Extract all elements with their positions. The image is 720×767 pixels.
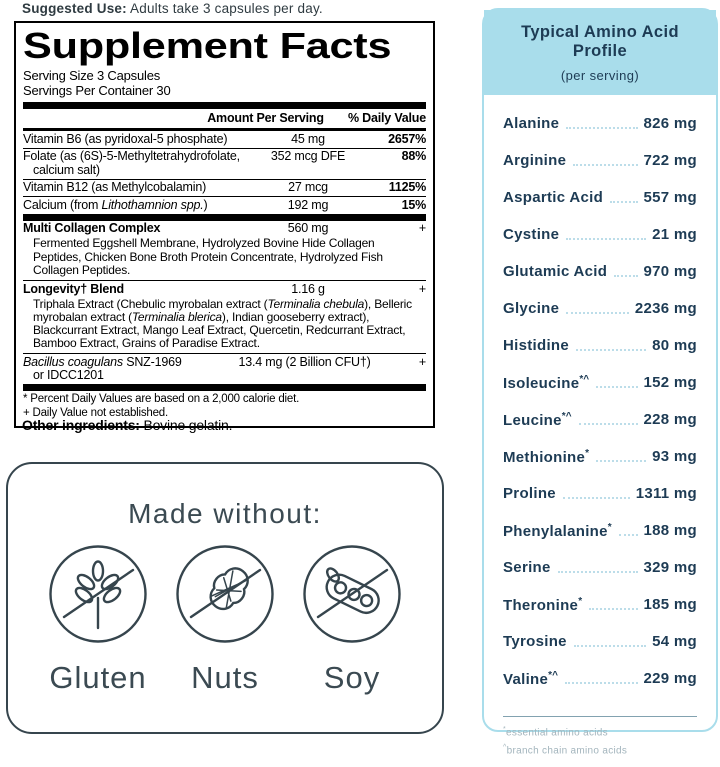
amino-acid-name: Proline [503,485,556,502]
amino-acid-name: Phenylalanine* [503,521,612,540]
dotted-leader [563,497,630,499]
amino-acid-name: Arginine [503,152,567,169]
amino-acid-row [503,364,697,401]
amino-acid-value: 329 mg [643,559,697,576]
dotted-leader [610,201,637,203]
dotted-leader [574,645,646,647]
suggested-use-text: Adults take 3 capsules per day. [130,1,323,16]
dotted-leader [614,275,637,277]
amino-acid-row [503,253,697,290]
amino-acid-value: 722 mg [643,152,697,169]
amino-acid-row [503,438,697,475]
amino-acid-row [503,549,697,586]
amino-panel-header [484,10,716,95]
amino-acid-name: Serine [503,559,551,576]
amino-acid-value: 188 mg [643,522,697,539]
amino-acid-value: 228 mg [643,411,697,428]
amino-panel-subtitle: (per serving) [560,68,640,83]
amino-acid-name: Glycine [503,300,560,317]
amino-acid-value: 185 mg [643,596,697,613]
supplement-row [23,221,426,280]
footnote-dv-not-established: + Daily Value not established. [23,407,168,420]
amino-acid-row [503,179,697,216]
amino-acid-row [503,660,697,697]
amino-footnotes [484,717,716,767]
nutrient-amount: 560 mg [287,221,329,236]
section-divider-bar [23,102,426,109]
made-without-panel [6,462,444,734]
dotted-leader [589,608,637,610]
amino-acid-row [503,401,697,438]
made-without-title: Made without: [128,498,322,529]
supplement-facts-title: Supplement Facts [23,25,392,66]
amino-acid-value: 80 mg [652,337,697,354]
serving-size: Serving Size 3 Capsules [23,67,161,83]
amino-acid-name: Glutamic Acid [503,263,608,280]
section-divider-bar [23,384,426,391]
made-without-label-gluten: Gluten [49,660,147,695]
other-ingredients-text: Bovine gelatin. [143,417,233,433]
table-header-row [23,109,426,128]
dotted-leader [579,423,638,425]
amino-acid-name: Theronine* [503,595,583,614]
amino-acid-row [503,327,697,364]
other-ingredients-label: Other ingredients: [22,417,140,433]
amino-acid-value: 2236 mg [634,300,697,317]
amino-acid-row [503,142,697,179]
other-ingredients [22,417,232,433]
nutrient-amount: 1.16 g [291,281,325,296]
amino-acid-row [503,290,697,327]
amino-acid-value: 21 mg [652,226,697,243]
amino-acid-name: Valine*^ [503,669,558,688]
made-without-nuts [167,544,283,696]
amino-acid-name: Tyrosine [503,633,567,650]
amino-acid-panel [482,8,718,757]
nutrient-description: Triphala Extract (Chebulic myrobalan extract (Terminalia chebula), Belleric myrobalan extract (Terminalia blerica), Indian gooseberry extract), Blackcurrant Extract, Mango Leaf Extract, Quercetin, Redcurrant Extract, Bamboo Extract, Grains of Paradise Extract. [33,296,412,351]
nutrient-amount: 27 mcg [288,180,328,195]
supplement-row [23,280,426,353]
nutrient-name: Folate (as (6S)-5-Methyltetrahydrofolate, calcium salt) [23,149,240,177]
section-divider-bar [23,214,426,221]
nutrient-daily-value: 2657% [388,131,426,146]
dotted-leader [619,534,638,536]
nutrient-amount: 192 mg [287,197,329,212]
amino-acid-name: Isoleucine*^ [503,373,590,392]
amino-acid-value: 152 mg [643,374,697,391]
nutrient-daily-value: 1125% [388,180,426,195]
supplement-row [23,179,426,197]
amino-acid-value: 826 mg [643,115,697,132]
nutrient-name: Bacillus coagulans SNZ-1969 or IDCC1201 [23,354,182,383]
amino-acid-name: Cystine [503,226,560,243]
supplement-facts-panel [14,21,435,428]
made-without-label-soy: Soy [323,660,381,695]
amino-acid-row [503,623,697,660]
nutrient-daily-value: + [418,221,426,236]
supplement-row [23,196,426,214]
nutrient-daily-value: 15% [401,197,426,212]
dotted-leader [565,682,638,684]
supplement-row [23,353,426,384]
supplement-row [23,148,426,179]
servings-per-container: Servings Per Container 30 [23,82,171,98]
dotted-leader [576,349,646,351]
amino-acid-row [503,216,697,253]
nutrient-description: Fermented Eggshell Membrane, Hydrolyzed Bovine Hide Collagen Peptides, Chicken Bone Broth Protein Concentrate, Hydrolyzed Fish Collagen Peptides. [33,236,383,277]
column-amount-per-serving: Amount Per Serving [207,111,324,126]
amino-acid-name: Leucine*^ [503,410,572,429]
amino-acid-list [484,95,716,697]
made-without-gluten [40,544,156,696]
suggested-use [22,1,323,16]
dotted-leader [573,164,637,166]
amino-acid-value: 1311 mg [635,485,697,502]
amino-acid-value: 970 mg [643,263,697,280]
nutrient-daily-value: + [418,354,426,369]
made-without-items [8,544,442,696]
amino-footnote: ^branch chain amino acids [503,743,628,757]
amino-acid-row [503,105,697,142]
supplement-row [23,131,426,148]
made-without-soy [294,544,410,696]
nutrient-amount: 13.4 mg (2 Billion CFU†) [238,354,371,369]
amino-panel-title: Typical Amino Acid Profile [521,23,679,60]
nutrient-name: Vitamin B12 (as Methylcobalamin) [23,180,207,195]
amino-acid-name: Histidine [503,337,570,354]
amino-acid-name: Aspartic Acid [503,189,604,206]
amino-acid-name: Alanine [503,115,560,132]
dotted-leader [566,312,629,314]
dotted-leader [558,571,638,573]
nutrient-name: Calcium (from Lithothamnion spp.) [23,197,208,212]
amino-acid-value: 54 mg [652,633,697,650]
no-wheat-icon [48,544,148,644]
amino-acid-value: 93 mg [652,448,697,465]
dotted-leader [596,460,646,462]
nutrient-name: Longevity† Blend [23,281,124,296]
dotted-leader [566,238,646,240]
no-soybean-icon [302,544,402,644]
made-without-label-nuts: Nuts [191,660,259,695]
nutrient-amount: 352 mcg DFE [270,149,346,164]
nutrient-name: Vitamin B6 (as pyridoxal-5 phosphate) [23,131,228,146]
dotted-leader [596,386,637,388]
column-daily-value: % Daily Value [348,111,426,126]
amino-acid-row [503,475,697,512]
nutrient-name: Multi Collagen Complex [23,221,161,236]
dotted-leader [566,127,637,129]
amino-acid-row [503,512,697,549]
suggested-use-label: Suggested Use: [22,1,127,16]
amino-acid-name: Methionine* [503,447,590,466]
amino-acid-value: 229 mg [643,670,697,687]
supplement-facts-body [23,131,426,391]
no-peanut-icon [175,544,275,644]
nutrient-amount: 45 mg [291,131,325,146]
footnote-daily-values: * Percent Daily Values are based on a 2,000 calorie diet. [23,393,300,406]
nutrient-daily-value: + [418,281,426,296]
amino-acid-row [503,586,697,623]
amino-footnote: *essential amino acids [503,726,608,739]
amino-acid-value: 557 mg [643,189,697,206]
nutrient-daily-value: 88% [401,149,426,164]
